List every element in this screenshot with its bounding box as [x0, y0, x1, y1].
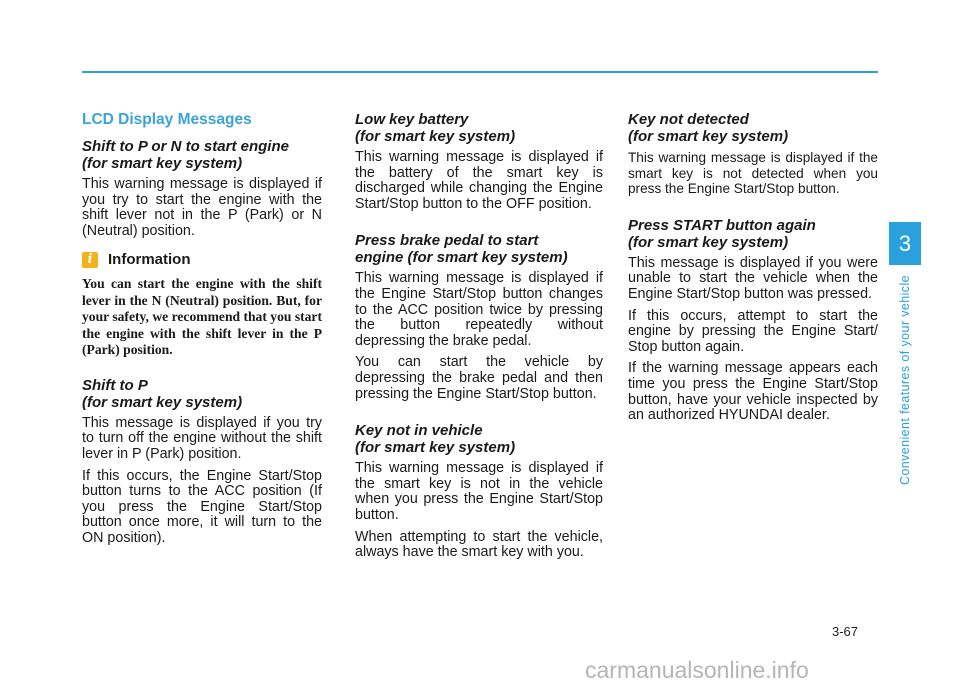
- body-press-start-3: If the warning message appears each time you press the Engine Start/Stop button, have your vehicle inspected by an authorized HYUNDAI dealer.: [628, 360, 878, 424]
- heading-low-battery: Low key battery (for smart key system): [355, 111, 516, 145]
- heading-shift-p: Shift to P (for smart key system): [82, 376, 243, 411]
- message-brake: [355, 232, 603, 402]
- info-icon: i: [82, 252, 98, 268]
- body-shift-pn: This warning message is displayed if you try to start the engine with the shift lever not in the P (Park) or N (Neutral) position.: [82, 176, 322, 239]
- information-body: You can start the engine with the shift lever in the N (Neutral) position. But, for your safety, we recommend that you start the engine with the shift lever in the P (Park) position.: [82, 276, 322, 358]
- heading-not-in-vehicle: Key not in vehicle (for smart key system): [355, 422, 516, 457]
- page-number: 3-67: [832, 624, 859, 639]
- message-shift-pn: [82, 138, 322, 239]
- message-not-in-vehicle: [355, 422, 603, 561]
- column-3: [628, 111, 878, 444]
- body-press-start-2: If this occurs, attempt to start the engine by pressing the Engine Start/ Stop button again.: [628, 307, 878, 355]
- chapter-tab: 3: [889, 222, 921, 265]
- message-low-battery: [355, 111, 603, 212]
- body-press-start-1: This message is displayed if you were unable to start the vehicle when the Engine Start/Stop button was pressed.: [628, 254, 878, 302]
- information-title: Information: [108, 251, 191, 269]
- section-title: LCD Display Messages: [82, 111, 252, 128]
- heading-press-start: Press START button again (for smart key system): [628, 216, 816, 251]
- body-not-detected: This warning message is displayed if the smart key is not detected when you press the Engine Start/Stop button.: [628, 150, 878, 197]
- message-not-detected: [628, 111, 878, 197]
- watermark: carmanualsonline.info: [585, 657, 809, 683]
- column-2: [355, 111, 603, 581]
- heading-brake: Press brake pedal to start engine (for smart key system): [355, 232, 568, 267]
- body-brake-1: This warning message is displayed if the Engine Start/Stop button changes to the ACC position twice by pressing the button repeatedly without depressing the brake pedal.: [355, 270, 603, 349]
- chapter-label: Convenient features of your vehicle: [898, 275, 912, 485]
- body-not-in-vehicle-1: This warning message is displayed if the smart key is not in the vehicle when you press the Engine Start/Stop button.: [355, 460, 603, 523]
- message-shift-p: [82, 377, 322, 547]
- body-not-in-vehicle-2: When attempting to start the vehicle, always have the smart key with you.: [355, 528, 603, 561]
- top-rule: [82, 71, 878, 73]
- heading-shift-pn: Shift to P or N to start engine (for smart key system): [82, 138, 289, 172]
- body-shift-p-2: If this occurs, the Engine Start/Stop button turns to the ACC position (If you press the Engine Start/Stop button once more, it will turn to the ON position).: [82, 467, 322, 547]
- message-press-start: [628, 217, 878, 424]
- body-shift-p-1: This message is displayed if you try to turn off the engine without the shift lever in P (Park) position.: [82, 414, 322, 463]
- column-1: [82, 111, 322, 567]
- information-header: [82, 251, 322, 268]
- body-low-battery: This warning message is displayed if the battery of the smart key is discharged while changing the Engine Start/Stop button to the OFF position.: [355, 149, 603, 212]
- body-brake-2: You can start the vehicle by depressing the brake pedal and then pressing the Engine Start/Stop button.: [355, 354, 603, 402]
- heading-not-detected: Key not detected (for smart key system): [628, 111, 789, 145]
